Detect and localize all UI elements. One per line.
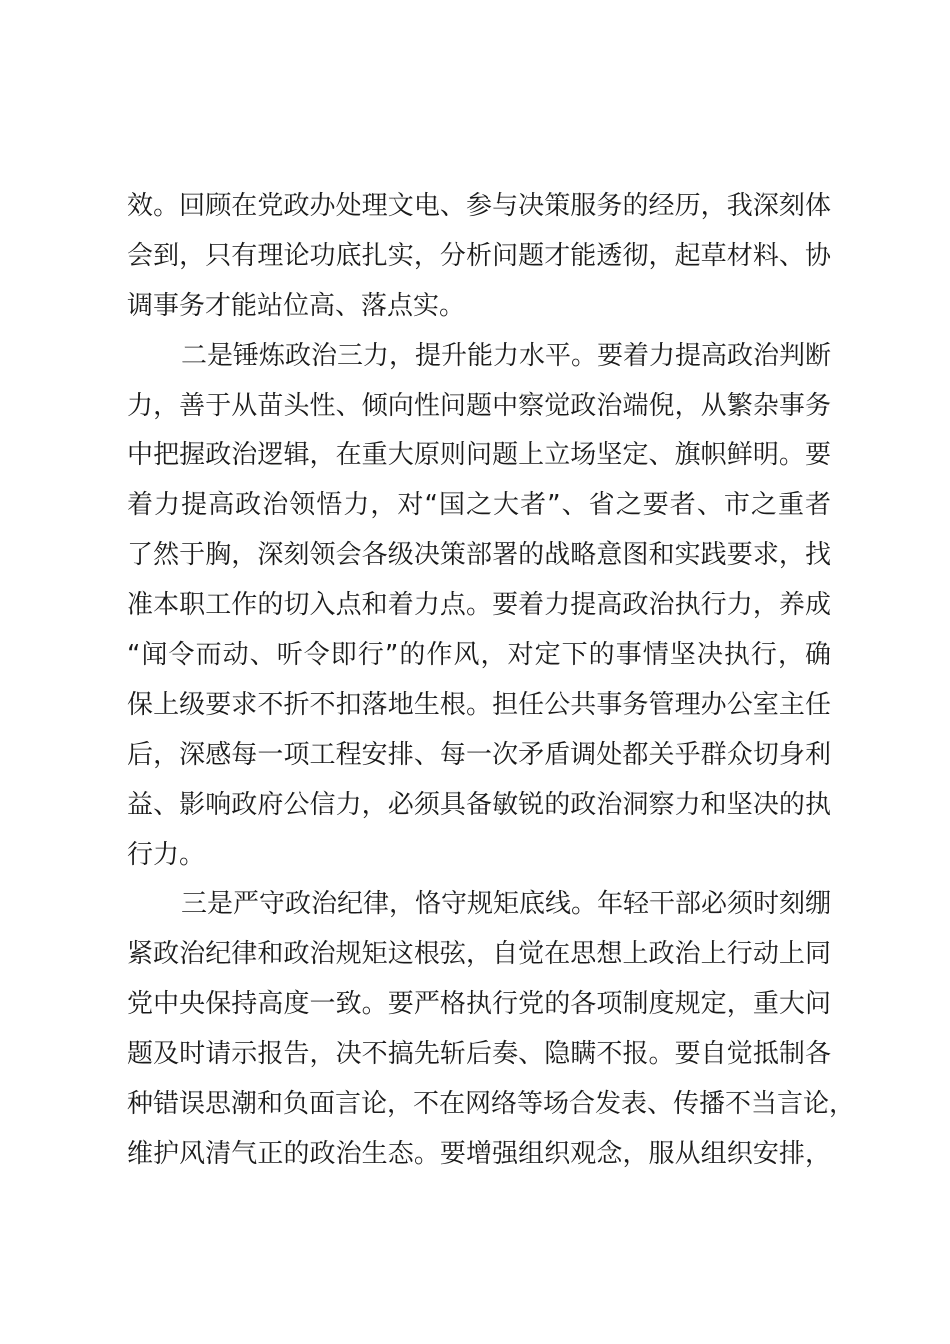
text-line: 党中央保持高度一致。要严格执行党的各项制度规定，重大问 [127, 989, 831, 1020]
paragraph-continued [127, 182, 831, 332]
text-line: 调事务才能站位高、落点实。 [127, 290, 466, 321]
document-body [127, 182, 856, 1180]
text-line: 维护风清气正的政治生态。要增强组织观念，服从组织安排， [127, 1138, 831, 1169]
text-line: 题及时请示报告，决不搞先斩后奏、隐瞒不报。要自觉抵制各 [127, 1039, 831, 1070]
paragraph-three [127, 880, 856, 1179]
text-line: 后，深感每一项工程安排、每一次矛盾调处都关乎群众切身利 [127, 739, 831, 770]
text-line: “闻令而动、听令即行”的作风，对定下的事情坚决执行，确 [127, 640, 831, 671]
text-line: 益、影响政府公信力，必须具备敏锐的政治洞察力和坚决的执 [127, 789, 831, 820]
text-line: 会到，只有理论功底扎实，分析问题才能透彻，起草材料、协 [127, 240, 831, 271]
text-line: 行力。 [127, 839, 206, 870]
text-line: 保上级要求不折不扣落地生根。担任公共事务管理办公室主任 [127, 689, 831, 720]
text-line: 了然于胸，深刻领会各级决策部署的战略意图和实践要求，找 [127, 540, 831, 571]
text-line: 紧政治纪律和政治规矩这根弦，自觉在思想上政治上行动上同 [127, 939, 831, 970]
paragraph-two [127, 332, 831, 881]
text-line: 二是锤炼政治三力，提升能力水平。要着力提高政治判断 [181, 340, 832, 371]
text-line: 着力提高政治领悟力，对“国之大者”、省之要者、市之重者 [127, 490, 831, 521]
text-line: 效。回顾在党政办处理文电、参与决策服务的经历，我深刻体 [127, 191, 831, 221]
text-line: 准本职工作的切入点和着力点。要着力提高政治执行力，养成 [127, 590, 831, 621]
text-line: 三是严守政治纪律，恪守规矩底线。年轻干部必须时刻绷 [181, 889, 832, 920]
text-line: 中把握政治逻辑，在重大原则问题上立场坚定、旗帜鲜明。要 [127, 440, 831, 471]
text-line: 种错误思潮和负面言论，不在网络等场合发表、传播不当言论， [127, 1089, 856, 1120]
text-line: 力，善于从苗头性、倾向性问题中察觉政治端倪，从繁杂事务 [127, 390, 831, 421]
